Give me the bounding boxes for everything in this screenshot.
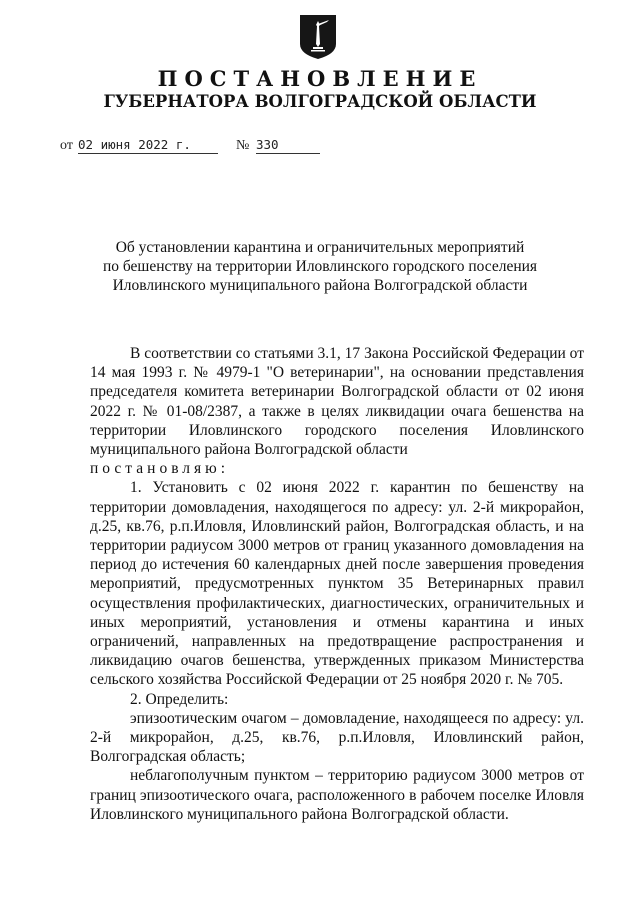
- subject-line: по бешенству на территории Иловлинского городского поселения: [102, 258, 538, 275]
- item-1-paragraph: 1. Установить с 02 июня 2022 г. карантин по бешенству на территории домовладения, находящегося по адресу: ул. 2-й микрорайон, д.25, кв.76, р.п.Иловля, Иловлинский район, Волгоградская область, и на территории радиусом 3000 метров от границ указанного домовладения на период до истечения 60 календарных дней после завершения проведения мероприятий, предусмотренных пунктом 35 Ветеринарных правил осуществления профилактических, диагностических, ограничительных и иных мероприятий, установления и отмены карантина и иных ограничений, направленных на предотвращение распространения и ликвидацию очагов бешенства, утвержденных приказом Министерства сельского хозяйства Российской Федерации от 25 ноября 2020 г. № 705.: [90, 479, 584, 689]
- decree-word: постановляю:: [90, 460, 230, 478]
- item-2-paragraph-b: неблагополучным пунктом – территорию радиусом 3000 метров от границ эпизоотического очага, расположенного в рабочем поселке Иловля Иловлинского муниципального района Волгоградской области.: [90, 767, 584, 823]
- document-body: [90, 344, 584, 824]
- item-2-paragraph-a: эпизоотическим очагом – домовладение, находящееся по адресу: ул. 2-й микрорайон, д.25, кв.76, р.п.Иловля, Иловлинский район, Волгоградская область;: [90, 709, 584, 766]
- item-2-title: 2. Определить:: [130, 690, 229, 708]
- subject-line: Об установлении карантина и ограничительных мероприятий: [115, 239, 525, 256]
- document-title: ПОСТАНОВЛЕНИЕ: [157, 66, 483, 91]
- number-prefix: №: [236, 138, 250, 153]
- document-subtitle: ГУБЕРНАТОРА ВОЛГОГРАДСКОЙ ОБЛАСТИ: [103, 92, 537, 111]
- subject-line: Иловлинского муниципального района Волгоградской области: [112, 277, 528, 294]
- document-number: 330: [256, 137, 320, 154]
- document-subject: [0, 238, 640, 295]
- preamble-paragraph: В соответствии со статьями 3.1, 17 Закона Российской Федерации от 14 мая 1993 г. № 4979-1 "О ветеринарии", на основании представления председателя комитета ветеринарии Волгоградской области от 02 июня 2022 г. № 01-08/2387, а также в целях ликвидации очага бешенства на территории Иловлинского городского поселения Иловлинского муниципального района Волгоградской области: [90, 345, 584, 459]
- coat-of-arms-icon: [299, 14, 337, 60]
- date-prefix: от: [60, 138, 73, 153]
- document-date: 02 июня 2022 г.: [78, 137, 218, 154]
